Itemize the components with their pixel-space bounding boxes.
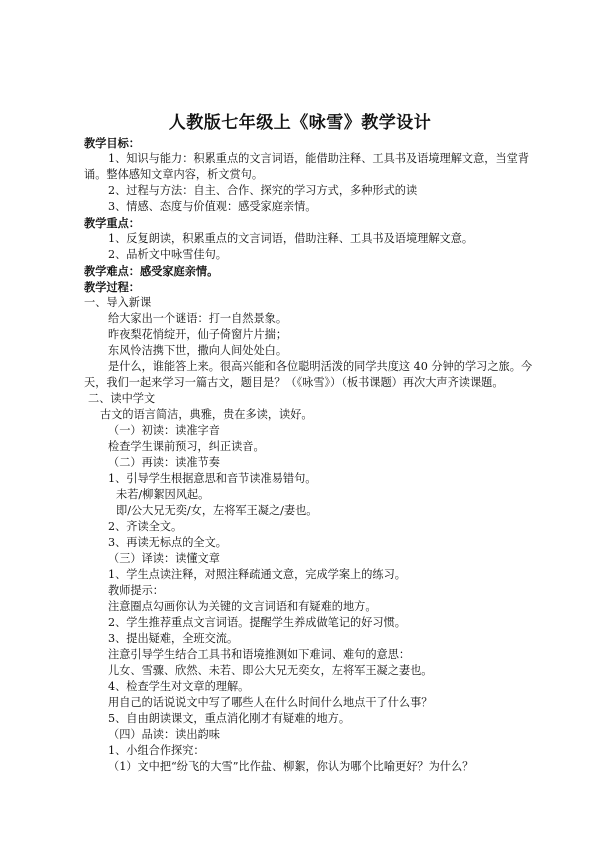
- text-line: 东风怜洁携下世，撒向人间处处白。: [108, 344, 288, 357]
- text-line: （1）文中把“纷飞的大雪”比作盐、柳絮，你认为哪个比喻更好？为什么？: [108, 760, 474, 773]
- section-heading: 教学目标：: [84, 136, 140, 150]
- text-line: 3、再读无标点的全文。: [108, 536, 227, 549]
- section-heading: 教学过程：: [84, 280, 140, 294]
- text-line: 3、情感、态度与价值观：感受家庭亲情。: [108, 200, 317, 213]
- text-line: （三）译读：读懂文章: [108, 552, 220, 565]
- text-line: 1、引导学生根据意思和音节读准易错句。: [108, 472, 317, 485]
- text-line: 是什么，谁能答上来。很高兴能和各位聪明活泼的同学共度这 40 分钟的学习之旅。今: [108, 360, 533, 373]
- text-line: 1、知识与能力：积累重点的文言词语，能借助注释、工具书及语境理解文意，当堂背: [108, 152, 530, 165]
- text-line: 检查学生课前预习，纠正读音。: [108, 440, 265, 453]
- text-line: 2、过程与方法：自主、合作、探究的学习方式，多种形式的读: [108, 184, 418, 197]
- text-line: 给大家出一个谜语：打一自然景象。: [108, 312, 288, 325]
- text-line: 1、学生点读注释，对照注释疏通文意，完成学案上的练习。: [108, 568, 406, 581]
- text-line: 1、反复朗读，积累重点的文言词语，借助注释、工具书及语境理解文意。: [108, 232, 474, 245]
- document-title: 人教版七年级上《咏雪》教学设计: [168, 113, 432, 133]
- text-line: 诵。整体感知文章内容，析文赏句。: [84, 168, 264, 181]
- text-line: （一）初读：读准字音: [108, 424, 220, 437]
- text-line: （二）再读：读准节奏: [108, 456, 220, 469]
- text-line: 5、自由朗读课文，重点消化刚才有疑难的地方。: [108, 712, 351, 725]
- text-line: 注意圈点勾画你认为关键的文言词语和有疑难的地方。: [108, 600, 377, 613]
- text-line: 即/公大兄无奕/女，左将军王凝之/妻也。: [116, 504, 318, 517]
- text-line: 2、学生推荐重点文言词语。提醒学生养成做笔记的好习惯。: [108, 616, 406, 629]
- text-line: 教师提示：: [108, 584, 164, 597]
- text-line: 2、齐读全文。: [108, 520, 183, 533]
- text-line: 一、导入新课: [84, 296, 152, 309]
- text-line: （四）品读：读出韵味: [108, 728, 220, 741]
- text-line: 未若/柳絮因风起。: [116, 488, 210, 501]
- text-line: 用自己的话说说文中写了哪些人在什么时间什么地点干了什么事？: [108, 696, 433, 709]
- text-line: 注意引导学生结合工具书和语境推测如下难词、难句的意思：: [108, 648, 411, 661]
- text-line: 3、提出疑难，全班交流。: [108, 632, 239, 645]
- text-line: 天，我们一起来学习一篇古文，题目是？（《咏雪》）（板书课题）再次大声齐读课题。: [84, 376, 504, 389]
- text-line: 儿女、雪骤、欣然、未若、即公大兄无奕女，左将军王凝之妻也。: [108, 664, 433, 677]
- text-line: 4、检查学生对文章的理解。: [108, 680, 250, 693]
- section-heading: 教学重点：: [84, 216, 140, 230]
- text-line: 二、读中学文: [88, 392, 156, 405]
- section-heading: 教学难点：感受家庭亲情。: [84, 264, 219, 278]
- text-line: 2、品析文中咏雪佳句。: [108, 248, 227, 261]
- text-line: 古文的语言简洁，典雅，贵在多读，读好。: [100, 408, 313, 421]
- text-line: 1、小组合作探究：: [108, 744, 205, 757]
- text-line: 昨夜梨花悄绽开，仙子倚窗片片揣；: [108, 328, 288, 341]
